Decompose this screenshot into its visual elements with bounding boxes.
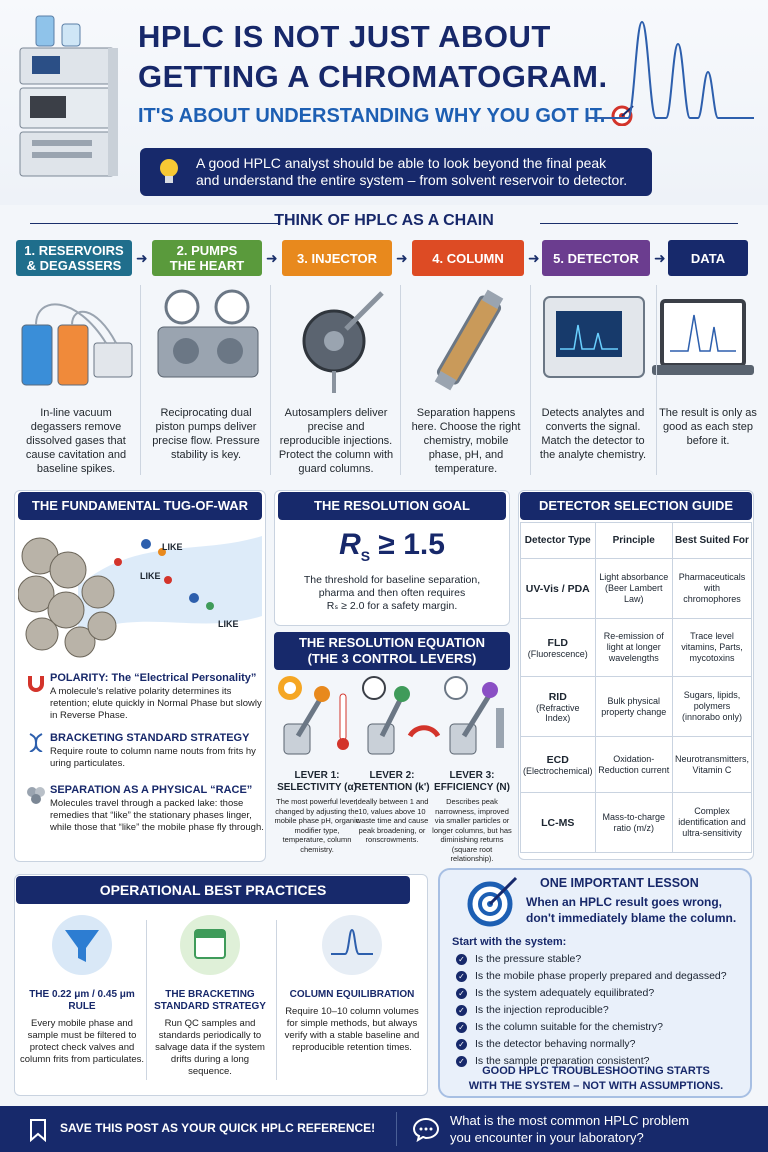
lever-retention <box>354 770 430 845</box>
polarity-heading: POLARITY: The “Electrical Personality” <box>50 672 257 684</box>
practices-title: OPERATIONAL BEST PRACTICES <box>16 876 410 904</box>
table-row <box>521 559 752 619</box>
chain-arrow-icon: ➜ <box>266 250 278 266</box>
like-label: LIKE <box>140 571 161 581</box>
step-injector <box>282 240 392 276</box>
lever-3-title: LEVER 3: <box>449 770 495 781</box>
footer-question-2: you encounter in your laboratory? <box>450 1130 644 1145</box>
pump-gauges-icon <box>150 285 266 395</box>
footer-divider <box>396 1112 397 1146</box>
chain-title: THINK OF HPLC AS A CHAIN <box>274 212 494 229</box>
bracketing-heading: BRACKETING STANDARD STRATEGY <box>50 732 250 744</box>
step-pumps-label: 2. PUMPS <box>176 243 238 258</box>
lever-3-subtitle: EFFICIENCY (N) <box>434 782 510 793</box>
detector-type-name: RID <box>548 690 567 703</box>
lesson-subtitle-1: When an HPLC result goes wrong, <box>526 895 723 909</box>
resolution-goal-line-3: Rₛ ≥ 2.0 for a safety margin. <box>326 600 458 612</box>
comment-icon[interactable] <box>412 1116 440 1142</box>
detector-suited: Neurotransmitters, Vitamin C <box>672 737 751 793</box>
detector-title: DETECTOR SELECTION GUIDE <box>520 492 752 520</box>
step-injector-label: 3. INJECTOR <box>297 250 377 266</box>
step-divider <box>140 285 141 475</box>
resolution-eq-title-1: THE RESOLUTION EQUATION <box>298 635 486 650</box>
detector-box-icon <box>540 285 650 395</box>
detector-type <box>521 737 596 793</box>
lesson-footer-1: GOOD HPLC TROUBLESHOOTING STARTS <box>482 1065 710 1077</box>
resolution-threshold: ≥ 1.5 <box>370 528 445 561</box>
detector-suited: Pharmaceuticals with chromophores <box>672 559 751 619</box>
resolution-eq-title-2: (THE 3 CONTROL LEVERS) <box>307 651 477 666</box>
retention-lever-icon <box>358 674 440 764</box>
check-item <box>456 1004 609 1016</box>
lever-1-title: LEVER 1: <box>294 770 340 781</box>
funnel-icon <box>51 914 113 976</box>
detector-type-sub: (Electrochemical) <box>523 765 593 776</box>
resolution-goal-line-2: pharma and then often requires <box>318 587 466 599</box>
chain-arrow-icon: ➜ <box>396 250 408 266</box>
table-header-row <box>521 523 752 559</box>
detector-principle: Mass-to-charge ratio (m/z) <box>595 793 672 853</box>
detector-type-name: UV-Vis / PDA <box>525 582 590 595</box>
practice-divider <box>146 920 147 1080</box>
target-icon <box>466 874 520 928</box>
lever-1-text: The most powerful lever, changed by adjusting the mobile phase pH, organic modifier type, temperature, column chemistry. <box>274 797 360 854</box>
molecule-race-illustration <box>18 526 262 662</box>
table-row <box>521 737 752 793</box>
race-text: Molecules travel through a packed lake: those remedies that “like” the stationary phases linger, while those that “like” the mobile phase fly through. <box>50 798 264 833</box>
resolution-symbol: R <box>339 528 361 561</box>
resolution-subscript: S <box>360 548 371 564</box>
spheres-icon <box>26 784 46 804</box>
polarity-text: A molecule's relative polarity determines its retention; elute quickly in Normal Phase but slowly in Reverse Phase. <box>50 686 262 721</box>
check-item <box>456 1021 663 1033</box>
chain-arrow-icon: ➜ <box>654 250 666 266</box>
detector-type <box>521 793 596 853</box>
injector-valve-icon <box>282 285 392 395</box>
step-reservoirs-label-2: & DEGASSERS <box>26 258 122 273</box>
lesson-start: Start with the system: <box>452 936 567 948</box>
step-data-desc: The result is only as good as each step before it. <box>659 407 757 447</box>
step-pumps-desc: Reciprocating dual piston pumps deliver precise flow. Pressure stability is key. <box>152 407 260 461</box>
footer-question-1: What is the most common HPLC problem <box>450 1113 690 1128</box>
table-row <box>521 793 752 853</box>
step-injector-desc: Autosamplers deliver precise and reproducible injections. Protect the column with guard columns. <box>278 407 394 475</box>
tip-line-2: and understand the entire system – from solvent reservoir to detector. <box>196 172 628 188</box>
check-item <box>456 953 581 965</box>
tug-row-polarity <box>26 672 266 722</box>
practice-equilibration-text: Require 10–10 column volumes for simple methods, but always verify with a stable baseline and reproducible retention times. <box>284 1006 420 1053</box>
detector-suited: Sugars, lipids, polymers (innorabo only) <box>672 677 751 737</box>
title-line-2: GETTING A CHROMATOGRAM. <box>138 59 608 94</box>
practice-bracketing-title: THE BRACKETING STANDARD STRATEGY <box>154 989 266 1012</box>
bookmark-icon[interactable] <box>28 1118 48 1142</box>
step-divider <box>530 285 531 475</box>
table-header: Detector Type <box>521 523 596 559</box>
practice-filter <box>18 914 146 1066</box>
step-reservoirs-desc: In-line vacuum degassers remove dissolved gases that cause cavitation and baseline spikes. <box>25 407 127 475</box>
practice-bracketing-text: Run QC samples and standards periodically to salvage data if the system drifts during a long sequence. <box>155 1018 265 1077</box>
detector-type-sub: (Fluorescence) <box>527 648 588 659</box>
resolution-eq-title <box>274 632 510 670</box>
detector-principle: Re-emission of light at longer wavelengths <box>595 619 672 677</box>
detector-suited: Complex identification and ultra-sensitivity <box>672 793 751 853</box>
peak-icon <box>321 914 383 976</box>
tip-banner <box>140 148 652 196</box>
detector-type-sub: (Refractive Index) <box>536 702 580 723</box>
table-header: Best Suited For <box>672 523 751 559</box>
lesson-footer <box>440 1062 752 1094</box>
table-row <box>521 677 752 737</box>
lever-2-title: LEVER 2: <box>369 770 415 781</box>
lever-3-text: Describes peak narrowness, improved via smaller particles or longer columns, but has diminishing returns (square root relationship). <box>432 797 512 863</box>
step-detector <box>542 240 650 276</box>
lesson-title: ONE IMPORTANT LESSON <box>540 876 699 890</box>
lesson-footer-2: WITH THE SYSTEM – NOT WITH ASSUMPTIONS. <box>468 1080 724 1092</box>
resolution-goal-line-1: The threshold for baseline separation, <box>303 574 481 586</box>
calendar-icon <box>179 914 241 976</box>
reservoir-bottles-icon <box>16 285 136 395</box>
check-item <box>456 987 654 999</box>
footer-bar <box>0 1106 768 1152</box>
check-icon: ✓ <box>456 971 467 982</box>
resolution-goal-text <box>278 574 506 613</box>
check-icon: ✓ <box>456 1005 467 1016</box>
practice-filter-text: Every mobile phase and sample must be filtered to protect check valves and column frits from particulates. <box>19 1018 145 1065</box>
tip-line-1: A good HPLC analyst should be able to look beyond the final peak <box>196 155 607 171</box>
magnet-icon <box>26 672 46 692</box>
chain-arrow-icon: ➜ <box>528 250 540 266</box>
like-label: LIKE <box>218 619 239 629</box>
step-divider <box>270 285 271 475</box>
lever-2-text: Ideally between 1 and 10, values above 10 waste time and cause peak broadening, or ronscrowments. <box>355 797 429 844</box>
detector-table <box>520 522 752 853</box>
step-reservoirs-label: 1. RESERVOIRS <box>24 243 124 258</box>
tug-title: THE FUNDAMENTAL TUG-OF-WAR <box>18 492 262 520</box>
step-data-label: DATA <box>690 250 726 266</box>
check-text: Is the column suitable for the chemistry? <box>475 1021 663 1033</box>
check-item <box>456 1038 636 1050</box>
resolution-goal-title: THE RESOLUTION GOAL <box>278 492 506 520</box>
step-divider <box>400 285 401 475</box>
selectivity-lever-icon <box>274 674 358 764</box>
detector-suited: Trace level vitamins, Parts, mycotoxins <box>672 619 751 677</box>
subtitle-text: IT'S ABOUT UNDERSTANDING WHY YOU GOT IT. <box>138 105 606 127</box>
like-label: LIKE <box>162 542 183 552</box>
detector-principle: Oxidation-Reduction current <box>595 737 672 793</box>
lever-selectivity <box>274 770 360 854</box>
step-divider <box>656 285 657 475</box>
check-icon: ✓ <box>456 1022 467 1033</box>
step-detector-label: 5. DETECTOR <box>553 250 639 266</box>
practice-equilibration-title: COLUMN EQUILIBRATION <box>289 989 415 1000</box>
step-column-label: 4. COLUMN <box>432 250 504 266</box>
tug-row-bracketing <box>26 732 266 770</box>
header <box>0 0 768 205</box>
step-column <box>412 240 524 276</box>
detector-type-name: ECD <box>546 753 569 766</box>
subtitle <box>138 104 635 128</box>
practice-equilibration <box>282 914 422 1054</box>
lesson-subtitle <box>526 894 736 926</box>
chromatogram-peaks-icon <box>586 14 754 124</box>
lever-1-subtitle: SELECTIVITY (α) <box>277 782 357 793</box>
chain-arrow-icon: ➜ <box>136 250 148 266</box>
column-tube-icon <box>414 285 524 395</box>
practice-divider <box>276 920 277 1080</box>
table-header: Principle <box>595 523 672 559</box>
detector-type <box>521 559 596 619</box>
detector-type <box>521 677 596 737</box>
tug-row-race <box>26 784 266 834</box>
check-text: Is the mobile phase properly prepared and degassed? <box>475 970 727 982</box>
step-pumps-label-2: THE HEART <box>169 258 245 273</box>
check-text: Is the pressure stable? <box>475 953 582 965</box>
step-reservoirs <box>16 240 132 276</box>
check-text: Is the detector behaving normally? <box>475 1038 636 1050</box>
detector-principle: Bulk physical property change <box>595 677 672 737</box>
bracketing-text: Require route to column name nouts from frits hy uring particulates. <box>50 746 256 769</box>
step-pumps <box>152 240 262 276</box>
title-line-1: HPLC IS NOT JUST ABOUT <box>138 19 551 54</box>
check-icon: ✓ <box>456 1056 467 1067</box>
dna-icon <box>26 732 46 752</box>
detector-type <box>521 619 596 677</box>
footer-question <box>450 1112 689 1146</box>
lightbulb-icon <box>154 156 184 186</box>
step-data <box>668 240 748 276</box>
step-column-desc: Separation happens here. Choose the right chemistry, mobile phase, pH, and temperature. <box>411 407 521 475</box>
detector-type-name: FLD <box>547 636 568 649</box>
check-item <box>456 970 727 982</box>
check-text: Is the injection reproducible? <box>475 1004 609 1016</box>
lever-efficiency <box>430 770 514 864</box>
save-post-text: SAVE THIS POST AS YOUR QUICK HPLC REFERENCE! <box>60 1121 376 1135</box>
check-icon: ✓ <box>456 954 467 965</box>
table-row <box>521 619 752 677</box>
hplc-instrument-icon <box>12 12 122 182</box>
practice-filter-title: THE 0.22 μm / 0.45 μm RULE <box>29 989 135 1012</box>
laptop-icon <box>650 285 756 395</box>
check-icon: ✓ <box>456 1039 467 1050</box>
check-icon: ✓ <box>456 988 467 999</box>
step-detector-desc: Detects analytes and converts the signal. Match the detector to the analyte chemistry. <box>539 407 647 461</box>
check-text: Is the system adequately equilibrated? <box>475 987 655 999</box>
lever-2-subtitle: RETENTION (k') <box>354 782 430 793</box>
resolution-formula <box>274 528 510 564</box>
race-heading: SEPARATION AS A PHYSICAL “RACE” <box>50 784 253 796</box>
lesson-subtitle-2: don't immediately blame the column. <box>526 911 737 925</box>
detector-type-name: LC-MS <box>541 816 575 829</box>
practice-bracketing <box>150 914 270 1078</box>
check-text: Is the sample preparation consistent? <box>475 1055 650 1067</box>
efficiency-lever-icon <box>440 674 510 764</box>
detector-principle: Light absorbance (Beer Lambert Law) <box>595 559 672 619</box>
